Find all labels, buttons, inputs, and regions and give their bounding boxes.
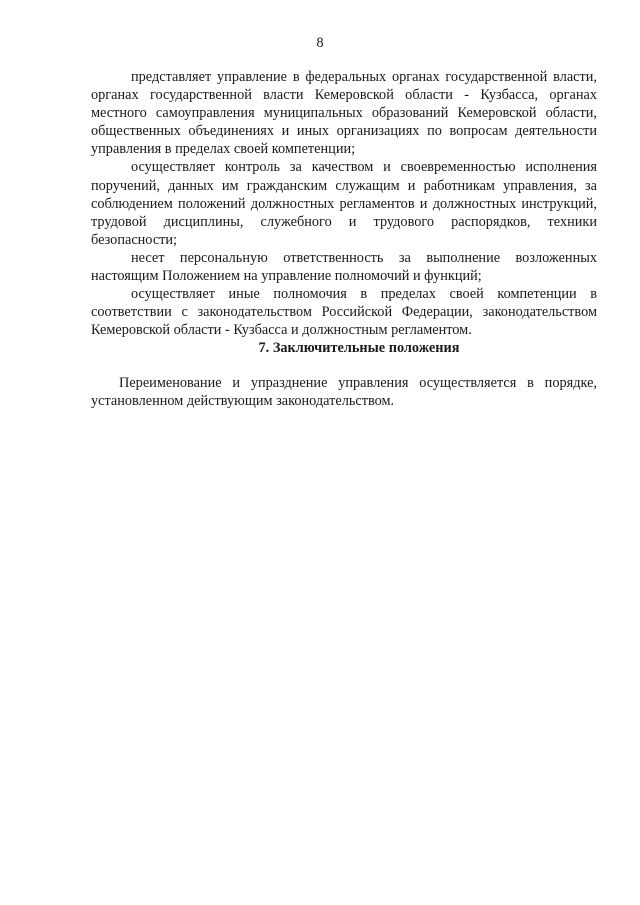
page-number: 8 <box>316 35 324 51</box>
document-body <box>91 68 597 410</box>
paragraph-representation: представляет управление в федеральных органах государственной власти, органах государственной власти Кемеровской области - Кузбасса, органах местного самоуправления муниципальных образований Кемеровской области, общественных объединениях и иных организациях по вопросам деятельности управления в пределах своей компетенции; <box>91 69 597 158</box>
paragraph-responsibility: несет персональную ответственность за выполнение возложенных настоящим Положением на управление полномочий и функций; <box>91 249 597 285</box>
paragraph-final-provisions: Переименование и упразднение управления осуществляется в порядке, установленном действующим законодательством. <box>91 374 597 409</box>
section-heading: 7. Заключительные положения <box>258 340 460 357</box>
paragraph-other-powers: осуществляет иные полномочия в пределах своей компетенции в соответствии с законодательством Российской Федерации, законодательством Кемеровской области - Кузбасса и должностным регламентом. <box>91 286 597 339</box>
paragraph-control: осуществляет контроль за качеством и своевременностью исполнения поручений, данных им гражданским служащим и работникам управления, за соблюдением положений должностных регламентов и должностных инструкций, трудовой дисциплины, служебного и трудового распорядков, техники безопасности; <box>91 159 597 248</box>
